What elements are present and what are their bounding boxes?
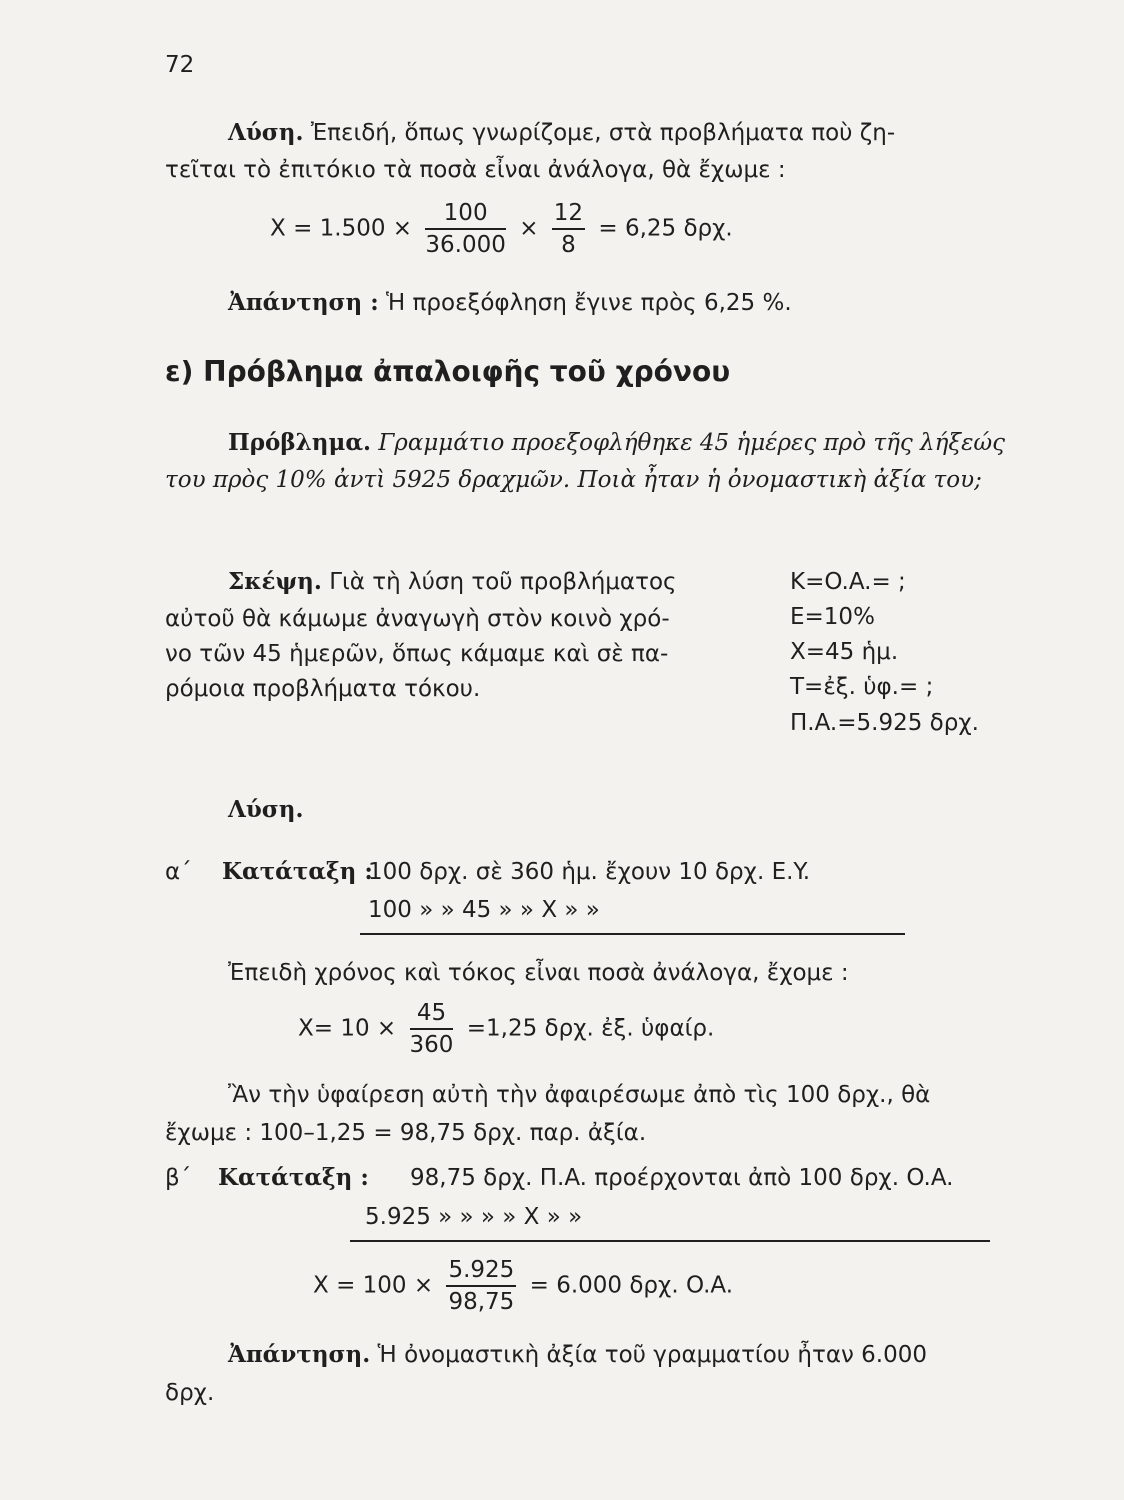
thought-text-line4: ρόμοια προβλήματα τόκου. <box>165 676 481 702</box>
problem-text-line2: του πρὸς 10% ἀντὶ 5925 δραχμῶν. Ποιὰ ἦταν ἡ ὀνομαστικὴ ἀξία του; <box>165 467 982 493</box>
subtract-line1: Ἂν τὴν ὑφαίρεση αὐτὴ τὴν ἀφαιρέσωμε ἀπὸ τὶς 100 δρχ., θὰ <box>228 1082 931 1108</box>
solution2-label: Λύση. <box>228 796 304 823</box>
solution1-answer-text: Ἡ προεξόφληση ἔγινε πρὸς 6,25 %. <box>386 290 792 316</box>
solution2-answer-text-line1: Ἡ ὀνομαστικὴ ἀξία τοῦ γραμματίου ἦταν 6.000 <box>377 1342 927 1368</box>
given-1: K=O.A.= ; <box>790 569 906 595</box>
thought-line1 <box>228 567 677 597</box>
formula1-fraction1 <box>425 198 505 260</box>
section-heading <box>165 355 730 388</box>
given-4: T=ἐξ. ὑφ.= ; <box>790 674 934 700</box>
thought-text-line1: Γιὰ τὴ λύση τοῦ προβλήματος <box>329 569 677 595</box>
solution2-answer-label: Ἀπάντηση. <box>228 1341 371 1368</box>
formula3-num: 5.925 <box>446 1255 516 1287</box>
given-3: X=45 ἡμ. <box>790 639 899 665</box>
step-b-classification-label: Κατάταξη : <box>218 1164 369 1191</box>
formula1-f1-den: 36.000 <box>425 232 506 258</box>
formula3-result: = 6.000 δρχ. O.A. <box>529 1272 734 1299</box>
thought-text-line2: αὐτοῦ θὰ κάμωμε ἀναγωγὴ στὸν κοινὸ χρό- <box>165 606 670 632</box>
problem-line1 <box>228 428 1005 458</box>
formula3-lhs: X = 100 × <box>313 1272 434 1299</box>
formula1-f2-den: 8 <box>561 232 576 258</box>
solution1-text-line1: Ἐπειδή, ὅπως γνωρίζομε, στὰ προβλήματα ποὺ ζη- <box>310 120 896 146</box>
problem-label: Πρόβλημα. <box>228 429 372 456</box>
formula2-lhs: X= 10 × <box>298 1015 397 1042</box>
solution1-text-line2: τεῖται τὸ ἐπιτόκιο τὰ ποσὰ εἶναι ἀνάλογα, θὰ ἔχωμε : <box>165 157 786 183</box>
formula2-result: =1,25 δρχ. ἐξ. ὑφαίρ. <box>466 1015 715 1042</box>
step-a-row2: 100 » » 45 » » X » » <box>368 897 600 923</box>
step-a-classification-label: Κατάταξη : <box>222 858 373 885</box>
thought-text-line3: νο τῶν 45 ἡμερῶν, ὅπως κάμαμε καὶ σὲ πα- <box>165 641 669 667</box>
solution2-answer-line1 <box>228 1340 927 1370</box>
page-number: 72 <box>165 52 195 78</box>
solution1-line1 <box>228 118 895 148</box>
formula3-den: 98,75 <box>448 1289 515 1315</box>
formula1 <box>270 198 733 260</box>
solution1-label: Λύση. <box>228 119 304 146</box>
step-b-row2: 5.925 » » » » X » » <box>365 1204 583 1230</box>
formula1-result: = 6,25 δρχ. <box>598 215 733 242</box>
solution2-answer-text-line2: δρχ. <box>165 1380 215 1406</box>
step-a-row1: 100 δρχ. σὲ 360 ἡμ. ἔχουν 10 δρχ. E.Y. <box>368 859 811 885</box>
step-b-rule <box>350 1240 990 1242</box>
solution1-answer <box>228 288 792 318</box>
formula1-fraction2 <box>552 198 585 260</box>
formula1-f2-num: 12 <box>552 198 585 230</box>
problem-text-line1: Γραμμάτιο προεξοφλήθηκε 45 ἡμέρες πρὸ τῆς λήξεώς <box>378 430 1006 456</box>
formula1-times: × <box>519 215 539 242</box>
given-2: E=10% <box>790 604 875 630</box>
step-a-marker: α΄ <box>165 859 192 885</box>
step-b-row1: 98,75 δρχ. Π.A. προέρχονται ἀπὸ 100 δρχ. O.A. <box>410 1165 954 1191</box>
formula3-fraction <box>446 1255 516 1317</box>
solution1-answer-label: Ἀπάντηση : <box>228 289 379 316</box>
proportional-text: Ἐπειδὴ χρόνος καὶ τόκος εἶναι ποσὰ ἀνάλογα, ἔχομε : <box>228 960 849 986</box>
formula2-fraction <box>410 998 454 1060</box>
formula1-f1-num: 100 <box>425 198 505 230</box>
section-title: Πρόβλημα ἀπαλοιφῆς τοῦ χρόνου <box>203 355 731 388</box>
formula2-num: 45 <box>410 998 454 1030</box>
step-b-marker: β΄ <box>165 1165 192 1191</box>
subtract-line2: ἔχωμε : 100–1,25 = 98,75 δρχ. παρ. ἀξία. <box>165 1120 647 1146</box>
formula1-lhs: X = 1.500 × <box>270 215 413 242</box>
thought-label: Σκέψη. <box>228 568 322 595</box>
formula2-den: 360 <box>409 1032 454 1058</box>
given-5: Π.A.=5.925 δρχ. <box>790 710 979 736</box>
step-a-rule <box>360 933 905 935</box>
section-marker: ε) <box>165 355 194 388</box>
formula2 <box>298 998 714 1060</box>
formula3 <box>313 1255 733 1317</box>
